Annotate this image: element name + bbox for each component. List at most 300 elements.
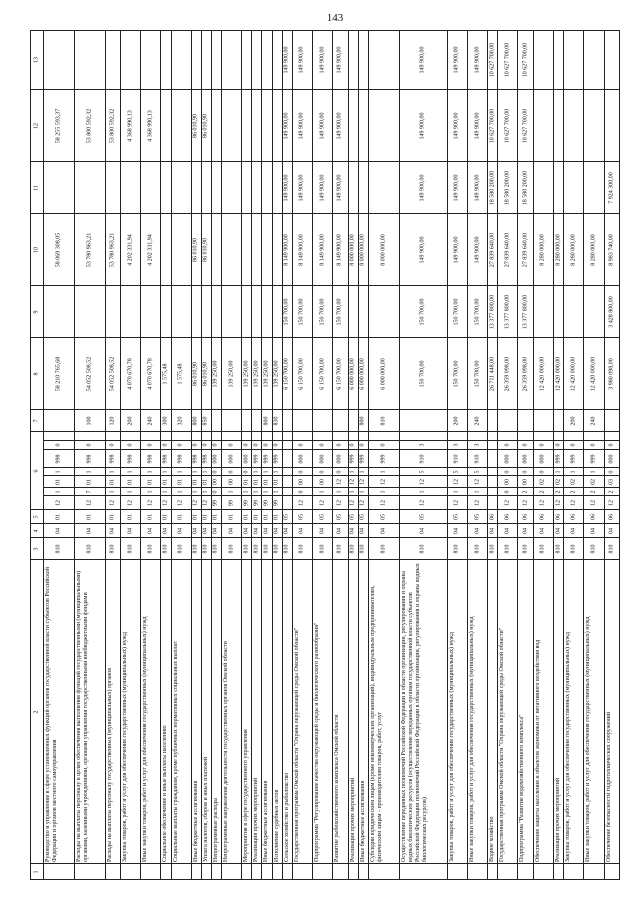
cell-rz: 04: [293, 524, 313, 538]
csr-part: 0: [121, 441, 141, 450]
cell-ppp: 810: [313, 538, 333, 560]
cell-vr: 830: [273, 410, 283, 432]
cell-pr: 01: [75, 510, 106, 524]
csr-part: 0: [534, 468, 554, 476]
cell-c11: [75, 162, 106, 214]
cell-c9: [161, 286, 171, 338]
csr-part: 000: [605, 450, 620, 468]
csr-part: 999: [359, 450, 369, 468]
cell-ppp: 810: [554, 538, 564, 560]
row-name: Подпрограмма "Регулирование качества окружающей среды и биологического разнообразия": [313, 560, 333, 864]
cell-pr: 05: [349, 510, 359, 524]
cell-vr: 240: [468, 410, 488, 432]
csr-part: 2: [564, 488, 584, 496]
cell-ppp: 810: [534, 538, 554, 560]
cell-vr: 810: [369, 410, 400, 432]
csr-part: [488, 441, 498, 450]
cell-pr: 06: [518, 510, 533, 524]
cell-vr: 850: [202, 410, 212, 432]
cell-c11: [273, 162, 283, 214]
cell-c8: 150 700,00: [448, 338, 468, 410]
csr-part: 0: [262, 441, 272, 450]
csr-part: 00: [518, 476, 533, 488]
cell-vr: [488, 410, 498, 432]
csr-part: 999: [273, 450, 283, 468]
csr-part: 1: [359, 488, 369, 496]
cell-c10: 149 900,00: [400, 214, 448, 286]
cell-c13: [554, 30, 564, 90]
cell-rz: 04: [349, 524, 359, 538]
csr-part: 0: [75, 441, 106, 450]
cell-ppp: 810: [349, 538, 359, 560]
csr-part: [283, 441, 293, 450]
cell-ppp: 810: [192, 538, 202, 560]
cell-c11: [44, 162, 75, 214]
cell-c12: [262, 90, 272, 162]
csr-part: 999: [349, 450, 359, 468]
cell-c12: 149 900,00: [333, 90, 348, 162]
csr-part: 000: [293, 450, 313, 468]
csr-part: 1: [262, 468, 272, 476]
cell-ppp: 810: [605, 538, 620, 560]
row-index-cell: [202, 864, 212, 880]
csr-part: [283, 450, 293, 468]
csr-part: 1: [161, 488, 171, 496]
csr-part: 1: [106, 468, 121, 476]
csr-part: 1: [172, 488, 192, 496]
cell-c12: [161, 90, 171, 162]
row-name: Субсидии юридическим лицам (кроме некоммерческих организаций), индивидуальным предпринимателям, физическим лицам - производителям товаров, работ, услуг: [369, 560, 400, 864]
csr-part: 0: [161, 441, 171, 450]
csr-part: 01: [106, 476, 121, 488]
row-name: Подпрограмма "Развитие водохозяйственного комплекса": [518, 560, 533, 864]
cell-ppp: 810: [242, 538, 252, 560]
page-number: 143: [326, 12, 344, 24]
csr-part: 2: [605, 488, 620, 496]
cell-ppp: 810: [44, 538, 75, 560]
cell-rz: 04: [369, 524, 400, 538]
cell-vr: [222, 410, 242, 432]
cell-c8: 139 250,00: [252, 338, 262, 410]
cell-c12: [212, 90, 222, 162]
csr-part: 0: [333, 441, 348, 450]
cell-rz: 04: [212, 524, 222, 538]
csr-part: [141, 432, 161, 441]
csr-part: [488, 450, 498, 468]
row-index-cell: [369, 864, 400, 880]
cell-c12: [554, 90, 564, 162]
cell-c12: 149 900,00: [313, 90, 333, 162]
csr-part: 01: [141, 476, 161, 488]
csr-part: [262, 432, 272, 441]
cell-c8: 54 052 508,52: [106, 338, 121, 410]
cell-vr: [400, 410, 448, 432]
csr-part: 5: [448, 468, 468, 476]
csr-part: 1: [273, 488, 283, 496]
csr-part: 0: [605, 468, 620, 476]
csr-part: 0: [293, 488, 313, 496]
csr-part: 12: [468, 496, 488, 510]
cell-vr: [498, 410, 518, 432]
cell-rz: 04: [106, 524, 121, 538]
cell-c8: 26 359 098,00: [518, 338, 533, 410]
row-index-cell: [283, 864, 293, 880]
cell-c9: [359, 286, 369, 338]
csr-part: [564, 432, 584, 441]
cell-c13: 149 900,00: [333, 30, 348, 90]
cell-rz: 04: [252, 524, 262, 538]
csr-part: 12: [161, 496, 171, 510]
csr-part: 01: [172, 476, 192, 488]
cell-vr: [349, 410, 359, 432]
cell-c11: [252, 162, 262, 214]
cell-vr: [212, 410, 222, 432]
csr-part: 12: [349, 496, 359, 510]
cell-c12: 10 627 700,00: [518, 90, 533, 162]
cell-c12: [349, 90, 359, 162]
cell-c8: 26 359 098,00: [498, 338, 518, 410]
csr-part: 2: [534, 488, 554, 496]
csr-part: [333, 432, 348, 441]
csr-part: 99: [273, 496, 283, 510]
csr-part: 1: [252, 488, 262, 496]
cell-rz: 04: [448, 524, 468, 538]
cell-ppp: 810: [262, 538, 272, 560]
csr-part: [359, 432, 369, 441]
row-name: Непрограммные расходы: [212, 560, 222, 864]
cell-c13: [192, 30, 202, 90]
cell-c11: 149 900,00: [448, 162, 468, 214]
cell-vr: [534, 410, 554, 432]
cell-vr: [283, 410, 293, 432]
csr-part: 12: [369, 476, 400, 488]
csr-part: 0: [192, 441, 202, 450]
row-name: Развитие рыбохозяйственного комплекса Омской области: [333, 560, 348, 864]
csr-part: [293, 432, 313, 441]
cell-rz: 04: [554, 524, 564, 538]
csr-part: 1: [242, 488, 252, 496]
csr-part: 998: [75, 450, 106, 468]
csr-part: 999: [369, 450, 400, 468]
cell-c13: [605, 30, 620, 90]
cell-c11: 149 900,00: [400, 162, 448, 214]
csr-part: 0: [349, 441, 359, 450]
csr-part: 1: [262, 488, 272, 496]
row-index-cell: [313, 864, 333, 880]
csr-part: 1: [121, 468, 141, 476]
row-name: Закупка товаров, работ и услуг для обеспечения государственных (муниципальных) нужд: [121, 560, 141, 864]
cell-vr: [605, 410, 620, 432]
cell-c11: 18 580 200,00: [488, 162, 498, 214]
cell-c11: 149 900,00: [313, 162, 333, 214]
row-index-cell: [75, 864, 106, 880]
cell-rz: 04: [534, 524, 554, 538]
cell-c8: 6 150 700,00: [333, 338, 348, 410]
csr-part: 01: [202, 476, 212, 488]
csr-part: 0: [333, 468, 348, 476]
cell-pr: 01: [192, 510, 202, 524]
cell-c9: [202, 286, 212, 338]
header-cell: 4: [30, 524, 44, 538]
cell-rz: 04: [242, 524, 252, 538]
cell-ppp: 810: [359, 538, 369, 560]
row-name: Закупка товаров, работ и услуг для обеспечения государственных (муниципальных) нужд: [448, 560, 468, 864]
csr-part: 12: [333, 496, 348, 510]
csr-part: 0: [293, 441, 313, 450]
cell-vr: 200: [448, 410, 468, 432]
csr-part: 12: [448, 476, 468, 488]
cell-pr: 01: [212, 510, 222, 524]
cell-vr: 300: [161, 410, 171, 432]
header-cell: 7: [30, 410, 44, 432]
csr-part: 99: [212, 496, 222, 510]
cell-c13: 149 900,00: [313, 30, 333, 90]
csr-part: 1: [369, 468, 400, 476]
cell-pr: 01: [202, 510, 212, 524]
cell-c11: 149 900,00: [333, 162, 348, 214]
csr-part: 12: [468, 476, 488, 488]
csr-part: [283, 476, 293, 488]
cell-vr: 200: [121, 410, 141, 432]
cell-ppp: 810: [468, 538, 488, 560]
row-index-cell: [448, 864, 468, 880]
cell-c10: 53 780 963,21: [106, 214, 121, 286]
cell-rz: 04: [605, 524, 620, 538]
csr-part: 01: [75, 476, 106, 488]
cell-c13: [564, 30, 584, 90]
row-index-cell: [584, 864, 604, 880]
cell-pr: 06: [605, 510, 620, 524]
cell-ppp: 810: [488, 538, 498, 560]
csr-part: 1: [273, 468, 283, 476]
csr-part: 910: [400, 450, 448, 468]
csr-part: 12: [584, 496, 604, 510]
csr-part: [192, 432, 202, 441]
cell-pr: 01: [242, 510, 252, 524]
cell-vr: [554, 410, 564, 432]
csr-part: [584, 432, 604, 441]
cell-c10: 86 010,90: [202, 214, 212, 286]
cell-c8: 12 420 000,00: [554, 338, 564, 410]
cell-c9: [192, 286, 202, 338]
cell-vr: 120: [106, 410, 121, 432]
cell-c10: 8 280 000,00: [584, 214, 604, 286]
csr-part: [212, 432, 222, 441]
csr-part: 0: [369, 441, 400, 450]
csr-part: 01: [252, 476, 262, 488]
cell-vr: 800: [262, 410, 272, 432]
cell-c11: [554, 162, 564, 214]
cell-rz: 04: [121, 524, 141, 538]
cell-c13: 149 900,00: [283, 30, 293, 90]
cell-c13: [172, 30, 192, 90]
header-cell: 6: [30, 432, 44, 510]
header-cell: 2: [30, 560, 44, 864]
cell-c8: 86 010,90: [192, 338, 202, 410]
csr-part: 12: [44, 496, 75, 510]
row-name: Осуществление переданных полномочий Российской Федерации в области организации, регулирования и охраны водных биологических ресурсов (осуществление переданных органам государственной власти субъектов Российской Федерации полномочий Российской Федерации в области организации, регулирования и охраны водных биологических ресурсов): [400, 560, 448, 864]
csr-part: 0: [498, 488, 518, 496]
csr-part: 5: [468, 468, 488, 476]
cell-c10: [161, 214, 171, 286]
csr-part: 3: [400, 441, 448, 450]
cell-vr: 800: [359, 410, 369, 432]
cell-c12: [273, 90, 283, 162]
cell-ppp: 810: [283, 538, 293, 560]
csr-part: 1: [192, 488, 202, 496]
csr-part: [121, 432, 141, 441]
cell-c8: 1 575,48: [161, 338, 171, 410]
csr-part: 01: [161, 476, 171, 488]
row-index-cell: [518, 864, 533, 880]
csr-part: 1: [106, 488, 121, 496]
csr-part: 12: [349, 476, 359, 488]
cell-c13: [242, 30, 252, 90]
cell-c8: 6 150 700,00: [293, 338, 313, 410]
cell-pr: 01: [252, 510, 262, 524]
cell-rz: 04: [313, 524, 333, 538]
csr-part: [468, 432, 488, 441]
csr-part: 12: [359, 476, 369, 488]
csr-part: 0: [564, 441, 584, 450]
csr-part: 12: [554, 496, 564, 510]
csr-part: 1: [222, 488, 242, 496]
cell-c10: 58 069 308,05: [44, 214, 75, 286]
cell-rz: 04: [222, 524, 242, 538]
row-name: Иные бюджетные ассигнования: [192, 560, 202, 864]
cell-c13: 149 900,00: [468, 30, 488, 90]
cell-pr: 06: [584, 510, 604, 524]
csr-part: 02: [554, 476, 564, 488]
row-name: Социальные выплаты гражданам, кроме публичных нормативных социальных выплат: [172, 560, 192, 864]
csr-part: 1: [192, 468, 202, 476]
cell-c10: 8 983 740,00: [605, 214, 620, 286]
row-index-cell: [293, 864, 313, 880]
csr-part: [172, 432, 192, 441]
csr-part: 000: [498, 450, 518, 468]
cell-rz: 04: [468, 524, 488, 538]
cell-pr: 05: [468, 510, 488, 524]
cell-c13: [141, 30, 161, 90]
cell-c8: 139 250,00: [212, 338, 222, 410]
cell-ppp: 810: [584, 538, 604, 560]
budget-table: [30, 30, 620, 880]
cell-c9: [534, 286, 554, 338]
cell-c9: 13 377 800,00: [498, 286, 518, 338]
cell-c10: [212, 214, 222, 286]
header-cell: 13: [30, 30, 44, 90]
row-index-cell: [605, 864, 620, 880]
cell-c12: 4 368 990,13: [121, 90, 141, 162]
csr-part: 000: [242, 450, 252, 468]
cell-c12: 86 010,90: [192, 90, 202, 162]
header-cell: 11: [30, 162, 44, 214]
csr-part: 000: [222, 450, 242, 468]
cell-c9: [273, 286, 283, 338]
cell-pr: 06: [534, 510, 554, 524]
csr-part: 3: [468, 441, 488, 450]
csr-part: 12: [313, 496, 333, 510]
header-cell: 12: [30, 90, 44, 162]
row-name: Реализация прочих мероприятий: [554, 560, 564, 864]
cell-c10: [273, 214, 283, 286]
cell-pr: 05: [283, 510, 293, 524]
cell-c13: [75, 30, 106, 90]
row-name: Расходы на выплаты персоналу в целях обеспечения выполнения функций государственными (муниципальными) органами, казенными учреждениями, органами управления государственными внебюджетными фондами: [75, 560, 106, 864]
row-index-cell: [359, 864, 369, 880]
cell-c11: [349, 162, 359, 214]
row-index-cell: [333, 864, 348, 880]
csr-part: 1: [202, 468, 212, 476]
cell-c10: 8 280 000,00: [564, 214, 584, 286]
csr-part: 1: [141, 488, 161, 496]
cell-rz: 04: [400, 524, 448, 538]
cell-c8: 6 000 000,00: [369, 338, 400, 410]
cell-pr: 05: [400, 510, 448, 524]
cell-c13: [369, 30, 400, 90]
csr-part: 999: [564, 450, 584, 468]
row-index-cell: [349, 864, 359, 880]
csr-part: 0: [212, 441, 222, 450]
csr-part: [605, 432, 620, 441]
csr-part: 12: [518, 496, 533, 510]
cell-c10: [172, 214, 192, 286]
cell-vr: [242, 410, 252, 432]
row-index-cell: [212, 864, 222, 880]
cell-c13: [534, 30, 554, 90]
cell-rz: 04: [161, 524, 171, 538]
cell-c8: 4 070 670,78: [121, 338, 141, 410]
cell-c9: 150 700,00: [400, 286, 448, 338]
cell-c8: 6 000 000,00: [349, 338, 359, 410]
cell-c11: [534, 162, 554, 214]
csr-part: [488, 496, 498, 510]
csr-part: 00: [498, 476, 518, 488]
csr-part: 0: [222, 441, 242, 450]
row-index-cell: [192, 864, 202, 880]
cell-pr: 01: [172, 510, 192, 524]
cell-c8: 139 250,00: [273, 338, 283, 410]
row-name: Уплата налогов, сборов и иных платежей: [202, 560, 212, 864]
cell-c9: [554, 286, 564, 338]
csr-part: 000: [333, 450, 348, 468]
cell-c8: 26 711 448,00: [488, 338, 498, 410]
csr-part: 0: [293, 468, 313, 476]
cell-rz: 04: [192, 524, 202, 538]
cell-ppp: 810: [273, 538, 283, 560]
csr-part: 03: [605, 476, 620, 488]
cell-vr: [333, 410, 348, 432]
cell-c8: 139 250,00: [262, 338, 272, 410]
cell-c8: 58 210 765,68: [44, 338, 75, 410]
csr-part: [498, 432, 518, 441]
csr-part: [44, 432, 75, 441]
cell-ppp: 810: [106, 538, 121, 560]
csr-part: 02: [584, 476, 604, 488]
csr-part: 0: [222, 468, 242, 476]
csr-part: [448, 432, 468, 441]
cell-c12: [605, 90, 620, 162]
cell-c11: 149 900,00: [293, 162, 313, 214]
csr-part: 12: [400, 476, 448, 488]
row-name: Водное хозяйство: [488, 560, 498, 864]
csr-part: 12: [605, 496, 620, 510]
csr-part: 12: [333, 476, 348, 488]
cell-c10: 27 839 640,00: [488, 214, 498, 286]
csr-part: 1: [172, 468, 192, 476]
row-name: Реализация прочих мероприятий: [252, 560, 262, 864]
cell-pr: 06: [498, 510, 518, 524]
